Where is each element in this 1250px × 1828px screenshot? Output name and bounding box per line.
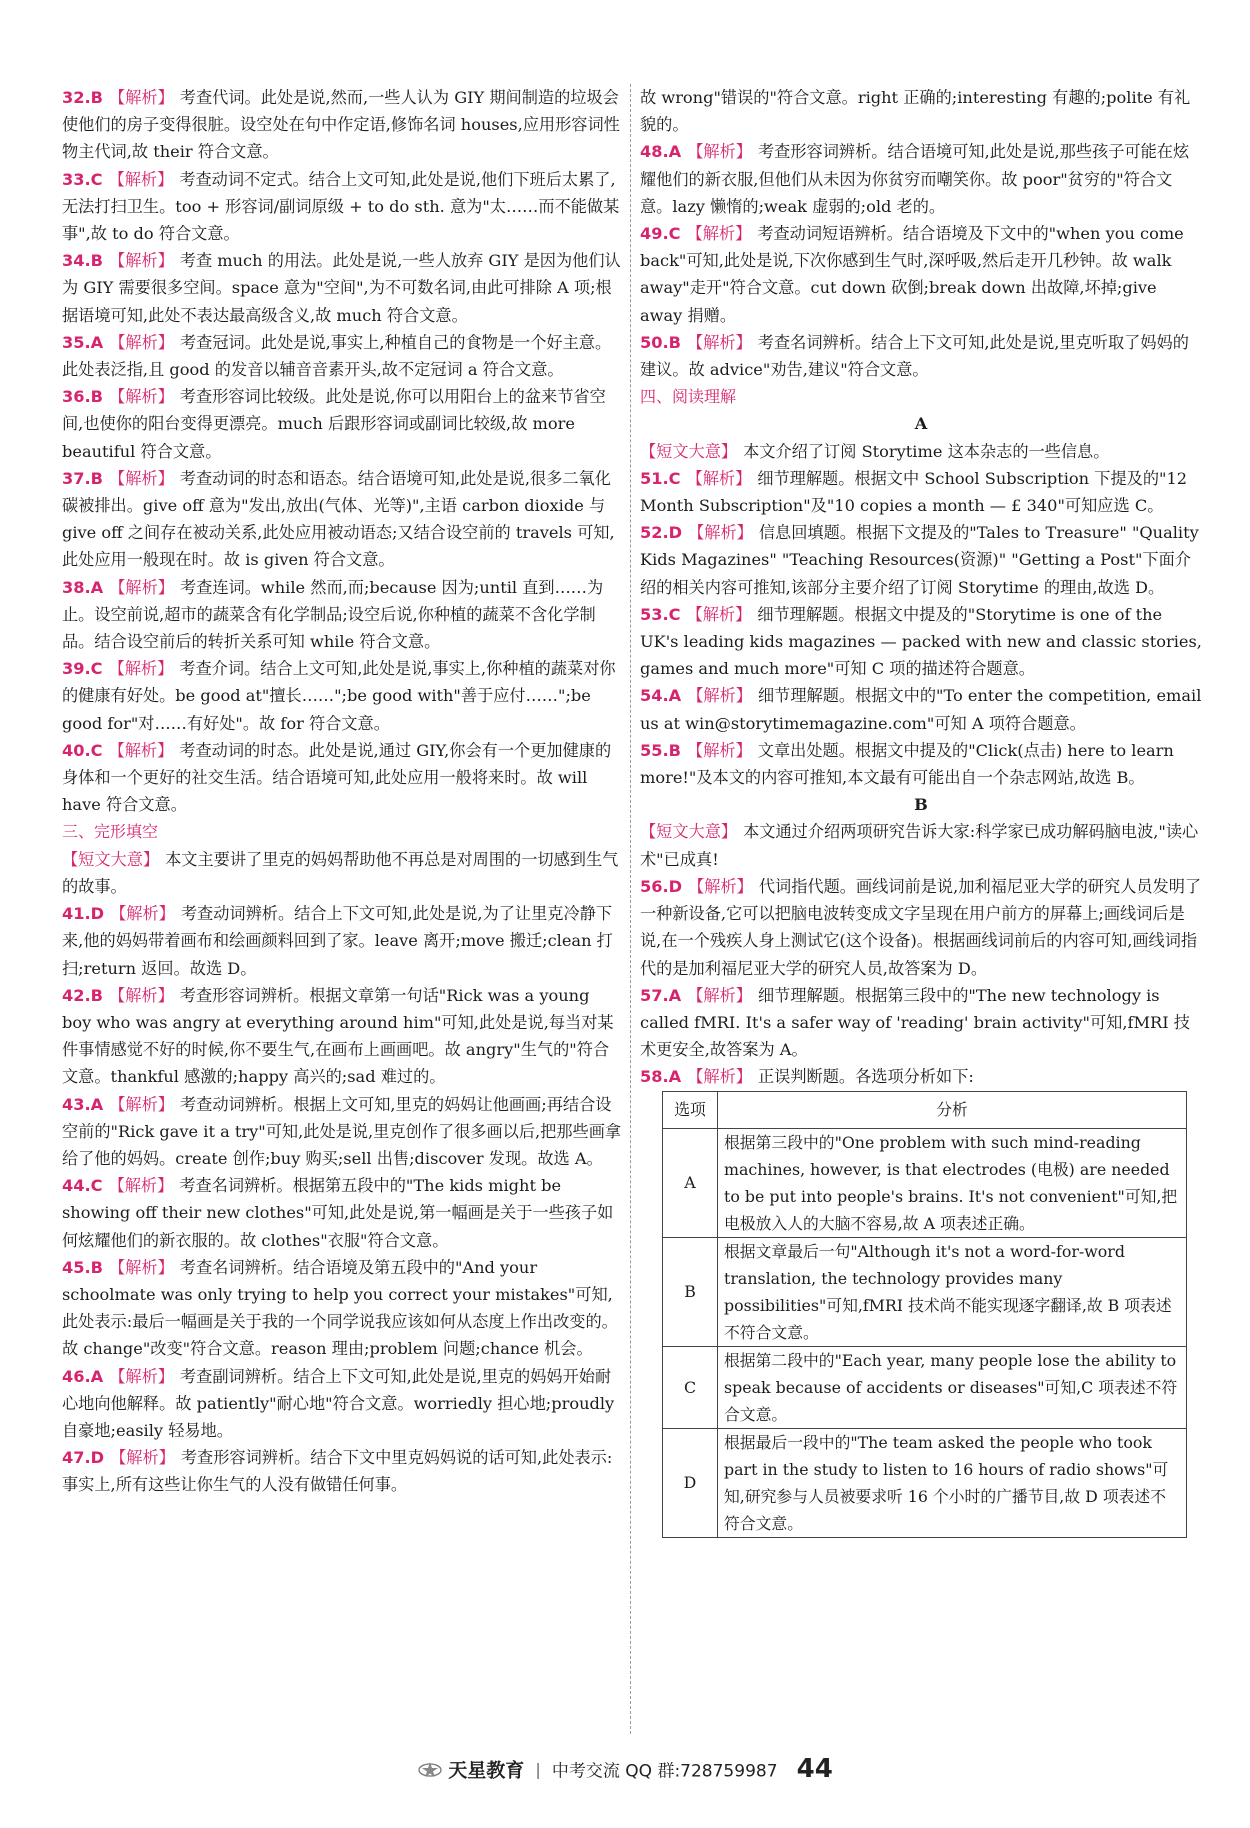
item-text: 考查动词辨析。结合上下文可知,此处是说,为了让里克冷静下来,他的妈妈带着画布和绘画颜料回到了家。leave 离开;move 搬迁;clean 打扫;return 返回。故选 D。 [62,904,613,978]
item-text: 考查 much 的用法。此处是说,一些人放弃 GIY 是因为他们认为 GIY 需要很多空间。space 意为"空间",为不可数名词,由此可排除 A 项;根据语境可知,此处不表达最高级含义,故 much 符合文意。 [62,251,621,325]
answer-item [640,1063,1202,1090]
answer-item [62,383,622,465]
item-number: 49.C [640,224,681,244]
item-text: 考查动词辨析。根据上文可知,里克的妈妈让他画画;再结合设空前的"Rick gave it a try"可知,此处是说,里克创作了很多画以后,把那些画拿给了他的妈妈。create 创作;buy 购买;sell 出售;discover 发现。故选 A。 [62,1094,622,1168]
item-text: 考查动词不定式。结合上文可知,此处是说,他们下班后太累了,无法打扫卫生。too + 形容词/副词原级 + to do sth. 意为"太……而不能做某事",故 to do 符合文意。 [62,169,620,244]
analysis-tag: 【解析】 [688,876,753,896]
item-number: 39.C [62,659,103,679]
item-number: 33.C [62,169,103,189]
page-number: 44 [796,1754,833,1784]
answer-item [640,873,1202,982]
row-option: D [663,1428,718,1537]
footer-separator: | [535,1759,541,1779]
item-text: 考查名词辨析。根据第五段中的"The kids might be showing off their new clothes"可知,此处是说,第一幅画是关于一些孩子如何炫耀他们的新衣服的。故 clothes"衣服"符合文意。 [62,1176,614,1250]
analysis-tag: 【解析】 [108,659,174,679]
answer-item [62,166,622,248]
item-text: 正误判断题。各选项分析如下: [757,1067,974,1087]
table-header-row [663,1091,1187,1128]
item-number: 40.C [62,740,103,760]
answer-item [62,1363,622,1445]
item-text: 考查连词。while 然而,而;because 因为;until 直到……为止。设空前说,超市的蔬菜含有化学制品;设空后说,你种植的蔬菜不含化学制品。结合设空前后的转折关系可知 while 符合文意。 [62,577,604,652]
analysis-tag: 【解析】 [688,523,753,543]
star-logo-icon [417,1760,443,1778]
analysis-tag: 【解析】 [109,577,174,597]
analysis-tag: 【解析】 [109,1366,174,1386]
item-number: 32.B [62,88,104,107]
analysis-tag: 【解析】 [109,1257,174,1277]
item-number: 41.D [62,904,105,924]
item-number: 34.B [62,251,104,271]
item-number: 51.C [640,468,681,488]
answer-item [62,655,622,737]
analysis-tag: 【解析】 [108,1176,174,1196]
answer-item [640,519,1202,601]
analysis-tag: 【解析】 [687,985,752,1005]
item-text: 考查介词。结合上文可知,此处是说,事实上,你种植的蔬菜对你的健康有好处。be good at"擅长……";be good with"善于应付……";be good for"对……有好处"。故 for 符合文意。 [62,659,616,733]
answer-item [640,601,1202,683]
analysis-tag: 【解析】 [109,251,174,271]
analysis-tag: 【解析】 [109,985,174,1005]
item-number: 57.A [640,985,682,1005]
table-row [663,1346,1187,1428]
answer-item [62,574,622,656]
header-option: 选项 [663,1091,718,1128]
analysis-table [662,1091,1187,1538]
item-number: 58.A [640,1067,682,1087]
analysis-tag: 【解析】 [687,686,752,706]
answer-item [640,682,1202,736]
summary-text: 本文介绍了订阅 Storytime 这本杂志的一些信息。 [743,441,1110,461]
item-number: 38.A [62,577,104,597]
answer-item [62,1444,622,1498]
item-text: 考查代词。此处是说,然而,一些人认为 GIY 期间制造的垃圾会使他们的房子变得很脏。设空处在句中作定语,修饰名词 houses,应用形容词性物主代词,故 their 符合文意。 [62,88,620,162]
item-number: 47.D [62,1448,105,1468]
item-text: 考查动词的时态和语态。结合语境可知,此处是说,很多二氧化碳被排出。give off 意为"发出,放出(气体、光等)",主语 carbon dioxide 与 give off 之间存在被动关系,此处应用被动语态;又结合设空前的 travels 可知,此处应用一般现在时。故 is given 符合文意。 [62,468,615,570]
item-text: 考查形容词辨析。结合下文中里克妈妈说的话可知,此处表示:事实上,所有这些让你生气的人没有做错任何事。 [62,1448,613,1495]
item-text: 考查名词辨析。结合上下文可知,此处是说,里克听取了妈妈的建议。故 advice"劝告,建议"符合文意。 [640,332,1189,380]
analysis-tag: 【解析】 [687,332,752,352]
answer-item [62,982,622,1091]
item-number: 46.A [62,1366,104,1386]
table-row [663,1128,1187,1237]
item-text: 考查形容词比较级。此处是说,你可以用阳台上的盆来节省空间,也使你的阳台变得更漂亮。much 后跟形容词或副词比较级,故 more beautiful 符合文意。 [62,387,606,461]
summary-cloze [62,846,622,900]
summary-tag: 【短文大意】 [640,822,738,842]
analysis-tag: 【解析】 [108,169,174,189]
section-heading-reading: 四、阅读理解 [640,387,737,407]
summary-passage-a [640,438,1202,465]
analysis-tag: 【解析】 [686,468,752,488]
item-number: 42.B [62,985,104,1005]
answer-item [640,465,1202,519]
analysis-tag: 【解析】 [109,1094,174,1114]
item-number: 53.C [640,604,681,624]
item-number: 48.A [640,142,682,162]
analysis-tag: 【解析】 [109,387,174,407]
answer-item [640,737,1202,791]
brand-name: 天星教育 [448,1759,525,1782]
item-text: 细节理解题。根据文中提及的"Storytime is one of the UK's leading kids magazines — packed with new and classic stories, games and much more"可知 C 项的描述符合题意。 [640,604,1202,679]
answer-item [640,329,1202,383]
item-text: 考查动词短语辨析。结合语境及下文中的"when you come back"可知,此处是说,下次你感到生气时,深呼吸,然后走开几秒钟。故 walk away"走开"符合文意。cut down 砍倒;break down 出故障,坏掉;give away 捐赠。 [640,224,1184,325]
item-number: 50.B [640,332,682,352]
answer-item [640,982,1202,1064]
item-number: 36.B [62,387,104,407]
analysis-tag: 【解析】 [686,604,752,624]
answer-item [62,247,622,329]
analysis-tag: 【解析】 [109,332,174,352]
item-number: 56.D [640,876,683,896]
answer-item [62,84,622,166]
answer-item [62,737,622,819]
answer-item [62,1254,622,1363]
analysis-tag: 【解析】 [108,740,174,760]
analysis-tag: 【解析】 [110,1448,175,1468]
page-footer [0,1754,1250,1784]
item-number: 55.B [640,740,682,760]
analysis-tag: 【解析】 [110,904,175,924]
answer-item [62,1091,622,1173]
item-text: 考查动词的时态。此处是说,通过 GIY,你会有一个更加健康的身体和一个更好的社交生活。结合语境可知,此处应用一般将来时。故 will have 符合文意。 [62,740,612,815]
item-text: 代词指代题。画线词前是说,加利福尼亚大学的研究人员发明了一种新设备,它可以把脑电波转变成文字呈现在用户前方的屏幕上;画线词后是说,在一个残疾人身上测试它(这个设备)。根据画线词前后的内容可知,画线词指代的是加利福尼亚大学的研究人员,故答案为 D。 [640,876,1202,978]
passage-label-a: A [914,414,928,434]
summary-text: 本文通过介绍两项研究告诉大家:科学家已成功解码脑电波,"读心术"已成真! [640,822,1199,869]
item-number: 54.A [640,686,682,706]
row-analysis: 根据最后一段中的"The team asked the people who took part in the study to listen to 16 hours of radio shows"可知,研究参与人员被要求听 16 个小时的广播节目,故 D 项表述不符合文意。 [718,1428,1187,1537]
answer-item [640,220,1202,329]
passage-label-b: B [914,795,928,815]
item-number: 52.D [640,523,683,543]
answer-item [640,138,1202,220]
qq-group: 中考交流 QQ 群:728759987 [551,1761,778,1782]
right-column [640,84,1202,1538]
row-analysis: 根据第三段中的"One problem with such mind-reading machines, however, is that electrodes (电极) are needed to be put into people's brains. It's not convenient"可知,把电极放入人的大脑不容易,故 A 项表述正确。 [718,1128,1187,1237]
row-option: A [663,1128,718,1237]
analysis-tag: 【解析】 [687,740,752,760]
item-text: 细节理解题。根据文中 School Subscription 下提及的"12 Month Subscription"及"10 copies a month — £ 340"可知应选 C。 [640,468,1188,516]
table-row [663,1237,1187,1346]
column-divider [630,84,631,1734]
item-text: 文章出处题。根据文中提及的"Click(点击) here to learn more!"及本文的内容可推知,本文最有可能出自一个杂志网站,故选 B。 [640,740,1174,788]
item-text: 细节理解题。根据文中的"To enter the competition, email us at win@storytimemagazine.com"可知 A 项符合题意。 [640,686,1202,733]
header-analysis: 分析 [718,1091,1187,1128]
summary-passage-b [640,818,1202,872]
item-text: 信息回填题。根据下文提及的"Tales to Treasure" "Quality Kids Magazines" "Teaching Resources(资源)" "Getting a Post"下面介绍的相关内容可推知,该部分主要介绍了订阅 Storytime 的理由,故选 D。 [640,523,1199,597]
left-column [62,84,622,1499]
summary-tag: 【短文大意】 [62,849,160,869]
summary-tag: 【短文大意】 [640,441,738,461]
answer-item [62,465,622,574]
item-number: 45.B [62,1257,104,1277]
item-text: 考查副词辨析。结合上下文可知,此处是说,里克的妈妈开始耐心地向他解释。故 patiently"耐心地"符合文意。worriedly 担心地;proudly 自豪地;easily 轻易地。 [62,1366,615,1440]
item-text: 细节理解题。根据第三段中的"The new technology is called fMRI. It's a safer way of 'reading' brain activity"可知,fMRI 技术更安全,故答案为 A。 [640,985,1190,1060]
item-number: 44.C [62,1176,103,1196]
row-option: C [663,1346,718,1428]
row-analysis: 根据文章最后一句"Although it's not a word-for-word translation, the technology provides many possibilities"可知,fMRI 技术尚不能实现逐字翻译,故 B 项表述不符合文意。 [718,1237,1187,1346]
item-number: 35.A [62,332,104,352]
item-text: 考查冠词。此处是说,事实上,种植自己的食物是一个好主意。此处表泛指,且 good 的发音以辅音音素开头,故不定冠词 a 符合文意。 [62,332,612,380]
row-option: B [663,1237,718,1346]
item-number: 37.B [62,468,104,488]
answer-item [62,1172,622,1254]
analysis-tag: 【解析】 [686,224,752,244]
item-text: 考查名词辨析。结合语境及第五段中的"And your schoolmate was only trying to help you correct your mistakes"可知,此处表示:最后一幅画是关于我的一个同学说我应该如何从态度上作出改变的。故 change"改变"符合文意。reason 理由;problem 问题;chance 机会。 [62,1257,618,1359]
item-number: 43.A [62,1094,104,1114]
analysis-tag: 【解析】 [109,88,174,107]
answer-item [62,900,622,982]
table-row [663,1428,1187,1537]
item-text: 考查形容词辨析。根据文章第一句话"Rick was a young boy who was angry at everything around him"可知,此处是说,每当对某件事情感觉不好的时候,你不要生气,在画布上画画吧。故 angry"生气的"符合文意。thankful 感激的;happy 高兴的;sad 难过的。 [62,985,614,1087]
analysis-tag: 【解析】 [687,142,752,162]
row-analysis: 根据第二段中的"Each year, many people lose the ability to speak because of accidents or diseases"可知,C 项表述不符合文意。 [718,1346,1187,1428]
continued-text: 故 wrong"错误的"符合文意。right 正确的;interesting 有趣的;polite 有礼貌的。 [640,88,1191,135]
analysis-tag: 【解析】 [109,468,174,488]
answer-item [62,329,622,383]
summary-text: 本文主要讲了里克的妈妈帮助他不再总是对周围的一切感到生气的故事。 [62,849,619,896]
item-text: 考查形容词辨析。结合语境可知,此处是说,那些孩子可能在炫耀他们的新衣服,但他们从未因为你贫穷而嘲笑你。故 poor"贫穷的"符合文意。lazy 懒惰的;weak 虚弱的;old 老的。 [640,142,1190,216]
section-heading-cloze: 三、完形填空 [62,822,159,842]
analysis-tag: 【解析】 [687,1067,752,1087]
